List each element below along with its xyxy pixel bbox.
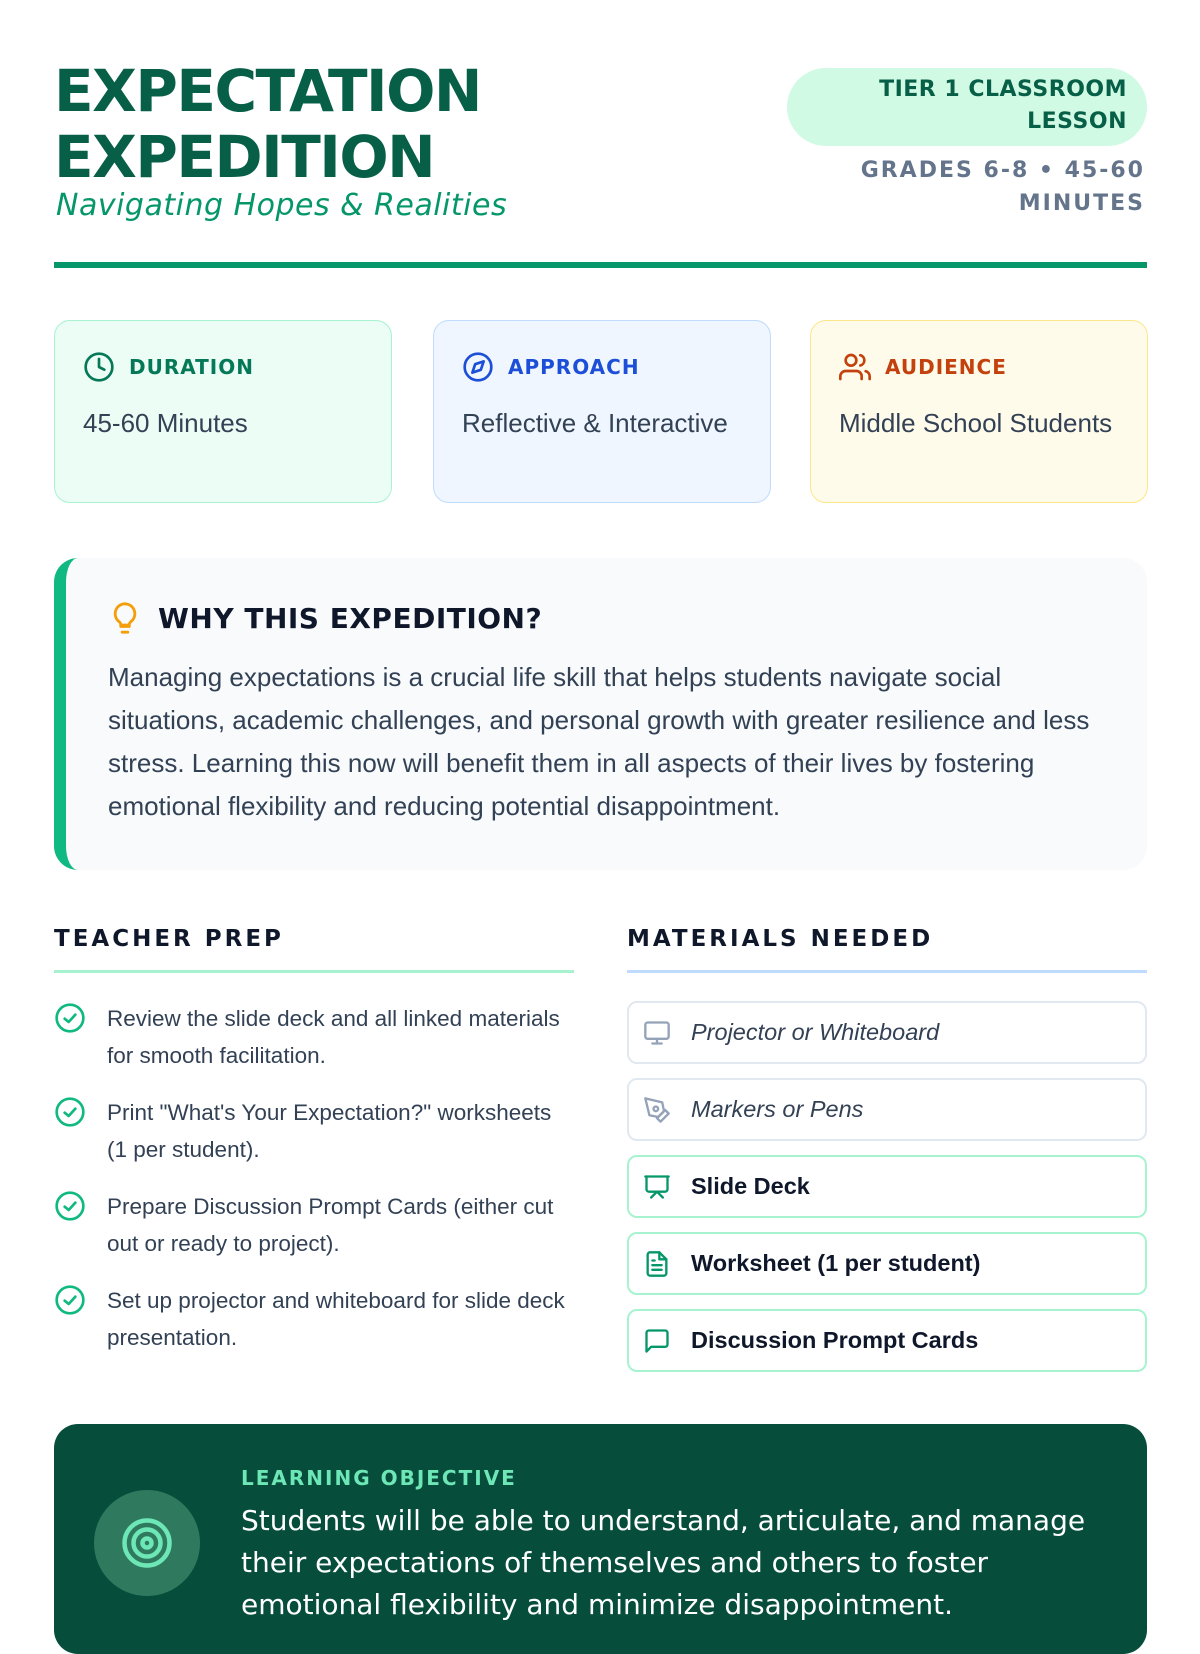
why-section (54, 558, 1147, 870)
header-divider (54, 262, 1147, 268)
prep-item-text: Review the slide deck and all linked materials for smooth facilitation. (107, 1006, 560, 1068)
list-item (54, 1000, 574, 1074)
materials-title: MATERIALS NEEDED (627, 926, 934, 952)
document-icon (643, 1250, 671, 1278)
material-label: Markers or Pens (691, 1096, 864, 1122)
check-circle-icon (54, 1284, 86, 1316)
why-text: Managing expectations is a crucial life skill that helps students navigate social situations, academic challenges, and personal growth with greater resilience and less stress. Learning this now will benefit them in all aspects of their lives by fostering emotional flexibility and reducing potential disappointment. (108, 662, 1090, 821)
grades-duration-label: GRADES 6-8 • 45-60 MINUTES (860, 158, 1145, 216)
prep-item-text: Prepare Discussion Prompt Cards (either cut out or ready to project). (107, 1194, 554, 1256)
material-item (627, 1309, 1147, 1372)
lesson-header (54, 58, 1147, 268)
target-icon (120, 1516, 174, 1570)
lesson-title (54, 58, 481, 190)
pen-icon (643, 1096, 671, 1124)
objective-text: Students will be able to understand, articulate, and manage their expectations of themselves and others to foster emotional flexibility and minimize disappointment. (241, 1504, 1086, 1621)
why-title: WHY THIS EXPEDITION? (158, 601, 543, 635)
duration-label: DURATION (129, 355, 254, 379)
material-label: Discussion Prompt Cards (691, 1327, 979, 1353)
teacher-prep-divider (54, 970, 574, 973)
prep-item-text: Set up projector and whiteboard for slide deck presentation. (107, 1288, 565, 1350)
audience-value: Middle School Students (839, 408, 1113, 438)
materials-list (627, 1001, 1147, 1386)
compass-icon (462, 351, 494, 383)
teacher-prep-title: TEACHER PREP (54, 926, 284, 952)
material-item (627, 1155, 1147, 1218)
presentation-icon (643, 1173, 671, 1201)
lesson-page (54, 0, 1147, 1621)
list-item (54, 1282, 574, 1356)
approach-card (433, 320, 771, 503)
material-item (627, 1078, 1147, 1141)
duration-card (54, 320, 392, 503)
material-label: Worksheet (1 per student) (691, 1250, 981, 1276)
monitor-icon (643, 1019, 671, 1047)
clock-icon (83, 351, 115, 383)
check-circle-icon (54, 1190, 86, 1222)
audience-label: AUDIENCE (885, 355, 1007, 379)
users-icon (839, 351, 871, 383)
list-item (54, 1188, 574, 1262)
tier-badge: TIER 1 CLASSROOM LESSON (787, 68, 1147, 146)
teacher-prep-list (54, 1000, 574, 1376)
duration-value: 45-60 Minutes (83, 408, 248, 438)
objective-label: LEARNING OBJECTIVE (241, 1466, 517, 1490)
lightbulb-icon (108, 599, 142, 637)
audience-card (810, 320, 1148, 503)
list-item (54, 1094, 574, 1168)
material-label: Slide Deck (691, 1173, 810, 1199)
materials-divider (627, 970, 1147, 973)
material-item (627, 1232, 1147, 1295)
approach-label: APPROACH (508, 355, 640, 379)
learning-objective-panel (54, 1424, 1147, 1654)
material-item (627, 1001, 1147, 1064)
prep-item-text: Print "What's Your Expectation?" worksheets (1 per student). (107, 1100, 552, 1162)
material-label: Projector or Whiteboard (691, 1019, 940, 1045)
title-line-2: EXPEDITION (54, 123, 435, 191)
check-circle-icon (54, 1002, 86, 1034)
check-circle-icon (54, 1096, 86, 1128)
title-line-1: EXPECTATION (54, 57, 481, 125)
approach-value: Reflective & Interactive (462, 408, 728, 438)
target-icon-badge (94, 1490, 200, 1596)
message-icon (643, 1327, 671, 1355)
lesson-subtitle: Navigating Hopes & Realities (56, 188, 508, 223)
